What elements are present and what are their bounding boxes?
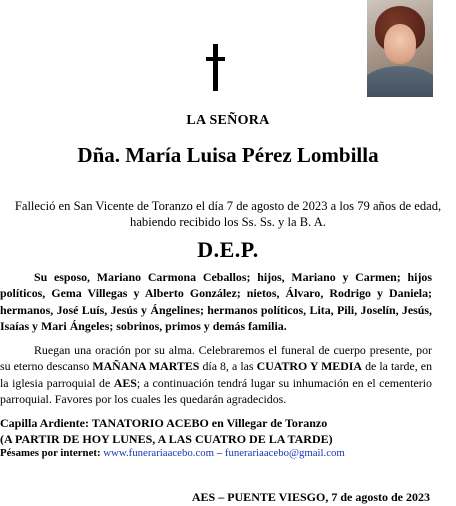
family-paragraph: Su esposo, Mariano Carmona Ceballos; hijos, Mariano y Carmen; hijos políticos, Gema Villegas y Alberto González; nietos, Álvaro, Rodrigo y Daniela; hermanos, José Luís, Jesús y Ángelines; hermanos políticos, Lita, Pili, Joselín, Jesús, Isaías y Mari Ángeles; sobrinos, primos y demás familia. — [0, 270, 432, 334]
schedule-line: (A PARTIR DE HOY LUNES, A LAS CUATRO DE LA TARDE) — [0, 432, 333, 446]
dep-heading: D.E.P. — [197, 237, 259, 262]
prayer-text-2: día 8, a las — [199, 359, 257, 374]
prayer-place: AES — [113, 375, 137, 390]
prayer-time: CUATRO Y MEDIA — [256, 359, 363, 374]
condolences-separator: – — [216, 447, 223, 459]
death-notice: Falleció en San Vicente de Toranzo el día 7 de agosto de 2023 a los 79 años de edad, habiendo recibido los Ss. Ss. y la B. A. — [14, 199, 442, 229]
portrait-photo — [367, 0, 433, 97]
condolences-label: Pésames por internet: — [0, 447, 101, 459]
condolences-line — [0, 447, 345, 459]
cross-icon — [197, 44, 237, 94]
prayer-text-1: Ruegan una oración por su alma. Celebraremos el funeral de cuerpo presente, por su eterno descanso — [0, 343, 432, 374]
prayer-paragraph — [0, 342, 432, 408]
footer-place-date: AES – PUENTE VIESGO, 7 de agosto de 2023 — [191, 490, 430, 504]
deceased-name: Dña. María Luisa Pérez Lombilla — [77, 143, 379, 167]
portrait-face — [384, 24, 416, 64]
chapel-line: Capilla Ardiente: TANATORIO ACEBO en Villegar de Toranzo — [0, 416, 328, 430]
email-link[interactable]: funerariaacebo@gmail.com — [224, 447, 345, 459]
portrait-shoulders — [367, 66, 433, 97]
title-prefix: LA SEÑORA — [186, 113, 270, 128]
prayer-text-3: de la tarde, en la iglesia parroquial de — [0, 359, 433, 390]
prayer-day: MAÑANA MARTES — [92, 359, 200, 374]
prayer-text-4: ; a continuación tendrá lugar su inhumación en el cementerio parroquial. Favores por los cuales les quedarán agradecidos. — [0, 375, 432, 407]
website-link[interactable]: www.funerariaacebo.com — [103, 447, 215, 459]
